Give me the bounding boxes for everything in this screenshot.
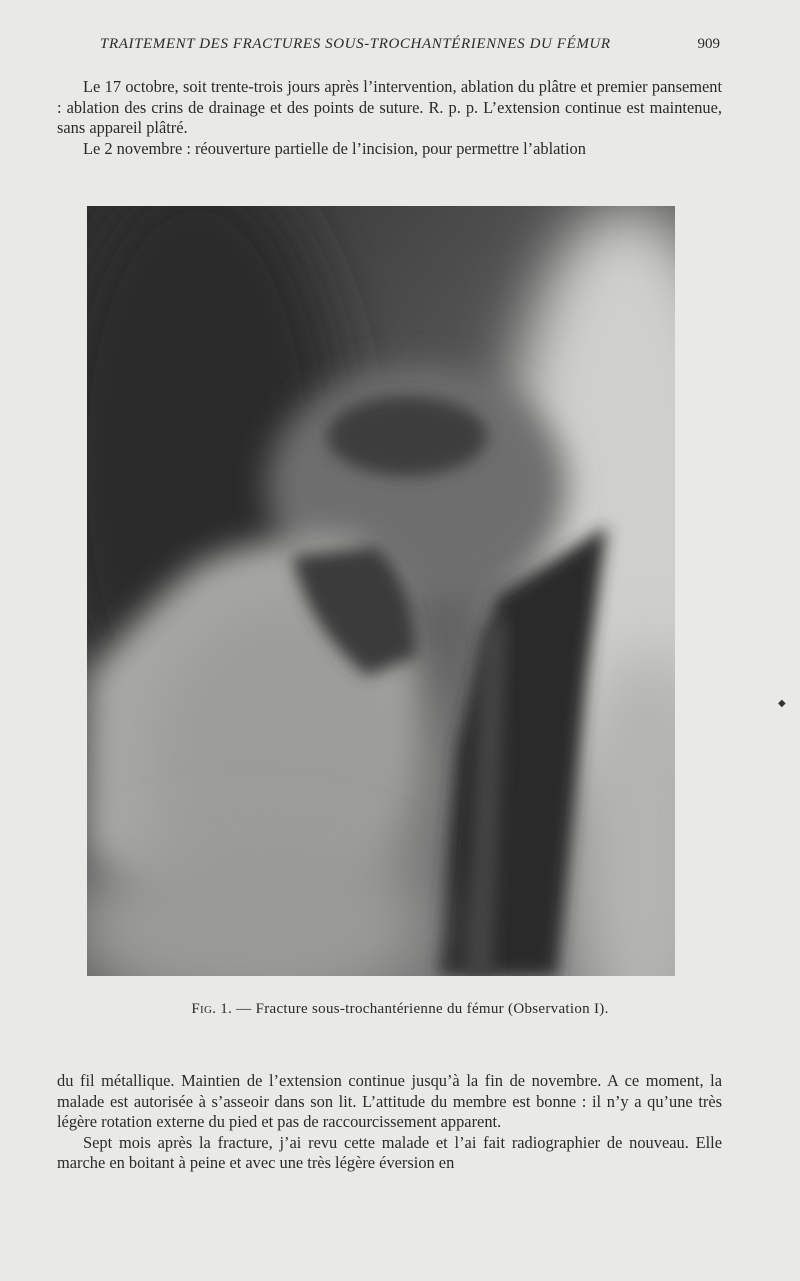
figure-caption [0, 1001, 800, 1018]
radiograph-image [87, 206, 675, 976]
running-header [100, 36, 720, 53]
top-text-block [57, 77, 722, 159]
paragraph: Le 17 octobre, soit trente-trois jours après l’intervention, ablation du plâtre et premier pansement : ablation des crins de drainage et des points de suture. R. p. p. L’extension continue est maintenue, sans appareil plâtré. [57, 77, 722, 137]
paragraph: Le 2 novembre : réouverture partielle de l’incision, pour permettre l’ablation [83, 138, 586, 158]
running-title: TRAITEMENT DES FRACTURES SOUS-TROCHANTÉRIENNES DU FÉMUR [100, 36, 611, 52]
bottom-text-block [57, 1071, 722, 1174]
figure-label: Fig. 1. [191, 1001, 233, 1017]
radiograph-figure [87, 206, 675, 976]
paragraph: du fil métallique. Maintien de l’extension continue jusqu’à la fin de novembre. A ce moment, la malade est autorisée à s’asseoir dans son lit. L’attitude du membre est bonne : il n’y a qu’une très légère rotation externe du pied et pas de raccourcissement apparent. [57, 1071, 722, 1131]
paragraph: Sept mois après la fracture, j’ai revu cette malade et l’ai fait radiographier de nouveau. Elle marche en boitant à peine et avec une très légère éversion en [57, 1132, 722, 1172]
caption-text: — Fracture sous-trochantérienne du fémur (Observation I). [236, 1001, 609, 1017]
margin-mark: ◆ [778, 698, 786, 709]
page-number: 909 [697, 36, 720, 52]
